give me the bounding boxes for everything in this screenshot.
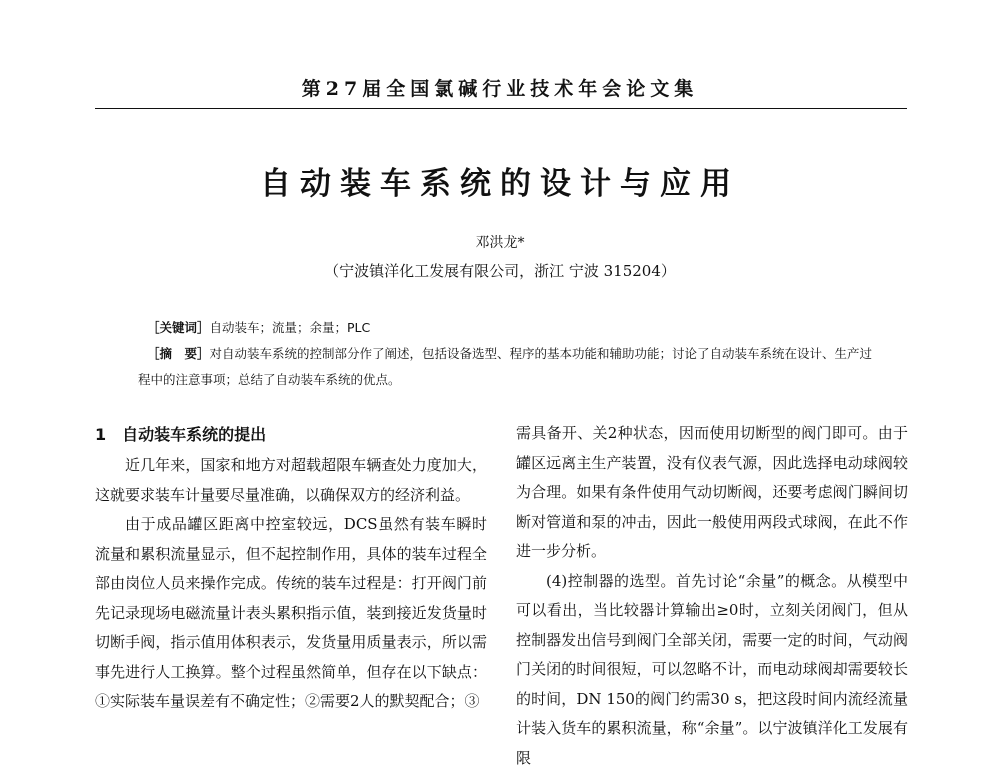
abstract-block bbox=[138, 315, 873, 393]
abstract-paragraph bbox=[129, 341, 873, 393]
running-header: 第27届全国氯碱行业技术年会论文集 bbox=[0, 74, 1000, 101]
abstract-label: ［摘 要］ bbox=[147, 346, 210, 361]
keywords-label: ［关键词］ bbox=[147, 320, 210, 335]
author: 邓洪龙* bbox=[0, 232, 1000, 252]
keywords-text: 自动装车；流量；余量；PLC bbox=[210, 320, 371, 335]
section-title: 自动装车系统的提出 bbox=[122, 425, 266, 444]
section-heading bbox=[95, 420, 487, 449]
body-paragraph: 需具备开、关2种状态，因而使用切断型的阀门即可。由于罐区远离主生产装置，没有仪表气源，因此选择电动球阀较为合理。如果有条件使用气动切断阀，还要考虑阀门瞬间切断对管道和泵的冲击，因此一般使用两段式球阀，在此不作进一步分析。 bbox=[516, 419, 908, 567]
keywords-line bbox=[147, 315, 873, 341]
header-rule bbox=[95, 108, 907, 109]
body-paragraph: 由于成品罐区距离中控室较远，DCS虽然有装车瞬时流量和累积流量显示，但不起控制作用，具体的装车过程全部由岗位人员来操作完成。传统的装车过程是：打开阀门前先记录现场电磁流量计表头累积指示值，装到接近发货量时切断手阀，指示值用体积表示，发货量用质量表示，所以需事先进行人工换算。整个过程虽然简单，但存在以下缺点：①实际装车量误差有不确定性；②需要2人的默契配合；③ bbox=[95, 510, 487, 717]
left-column bbox=[95, 420, 487, 717]
body-paragraph: 近几年来，国家和地方对超载超限车辆查处力度加大，这就要求装车计量要尽量准确，以确保双方的经济利益。 bbox=[95, 451, 487, 510]
affiliation: （宁波镇洋化工发展有限公司，浙江 宁波 315204） bbox=[0, 260, 1000, 281]
right-column bbox=[516, 419, 908, 773]
abstract-text: 对自动装车系统的控制部分作了阐述，包括设备选型、程序的基本功能和辅助功能；讨论了自动装车系统在设计、生产过程中的注意事项；总结了自动装车系统的优点。 bbox=[138, 346, 872, 387]
section-number: 1 bbox=[95, 425, 106, 444]
paper-title: 自动装车系统的设计与应用 bbox=[0, 158, 1000, 203]
body-paragraph: (4)控制器的选型。首先讨论“余量”的概念。从模型中可以看出，当比较器计算输出≥0时，立刻关闭阀门，但从控制器发出信号到阀门全部关闭，需要一定的时间，气动阀门关闭的时间很短，可以忽略不计，而电动球阀却需要较长的时间，DN 150的阀门约需30 s，把这段时间内流经流量计装入货车的累积流量，称“余量”。以宁波镇洋化工发展有限 bbox=[516, 567, 908, 773]
